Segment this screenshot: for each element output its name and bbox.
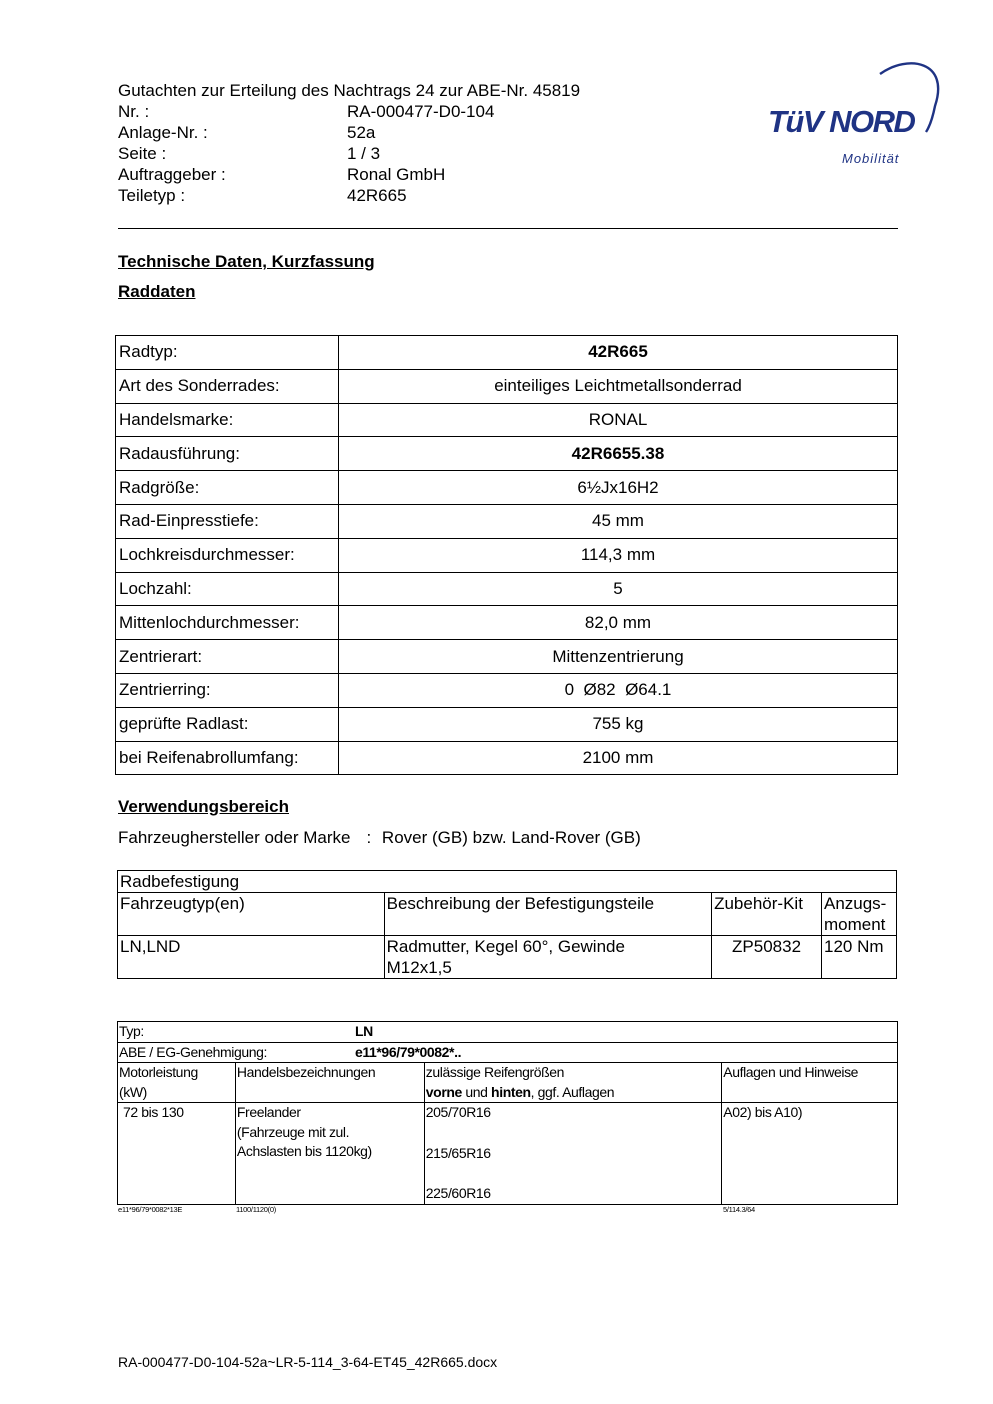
header-line: moment <box>823 915 886 934</box>
row-label: geprüfte Radlast: <box>116 707 339 741</box>
table-header-row <box>118 893 897 936</box>
document-footer: RA-000477-D0-104-52a~LR-5-114_3-64-ET45_42R665.docx <box>118 1354 498 1370</box>
befestigung-table <box>117 870 897 979</box>
row-label: Zentrierart: <box>116 640 339 674</box>
header-divider <box>118 228 898 229</box>
row-label: Handelsmarke: <box>116 403 339 437</box>
abe-cell <box>118 1042 898 1063</box>
tyre-size: 215/65R16 <box>425 1144 491 1161</box>
typ-label: Typ: <box>119 1023 144 1039</box>
table-row <box>116 369 898 403</box>
row-label: Mittenlochdurchmesser: <box>116 606 339 640</box>
section-title-verwendung: Verwendungsbereich <box>118 797 289 816</box>
table-row <box>118 1103 898 1205</box>
row-label: Zentrierring: <box>116 673 339 707</box>
table-foot-axle: 1100/1120(0) <box>236 1205 276 1214</box>
row-label: Rad-Einpresstiefe: <box>116 504 339 538</box>
table-row <box>116 606 898 640</box>
cell-line: M12x1,5 <box>386 958 452 977</box>
table-header-row <box>118 1063 898 1103</box>
row-label: bei Reifenabrollumfang: <box>116 741 339 775</box>
usage-label: Fahrzeughersteller oder Marke <box>118 828 351 847</box>
row-label: Radausführung: <box>116 437 339 471</box>
header-line: Anzugs- <box>823 894 887 913</box>
header-key: Nr. : <box>118 102 150 121</box>
tyre-size: 225/60R16 <box>425 1185 491 1201</box>
header-vorne: vorne <box>425 1083 462 1100</box>
header-cell: Auflagen und Hinweise <box>722 1063 898 1103</box>
header-cell-motor <box>118 1063 236 1103</box>
header-cell: Zubehör-Kit <box>712 893 822 936</box>
header-line: (kW) <box>119 1083 147 1100</box>
header-key: Auftraggeber : <box>118 165 226 184</box>
befestigung-title: Radbefestigung <box>118 871 897 893</box>
row-label: Radtyp: <box>116 336 339 370</box>
row-label: Radgröße: <box>116 471 339 505</box>
row-value: Mittenzentrierung <box>339 640 898 674</box>
cell-tyres <box>424 1103 721 1205</box>
header-field-auftraggeber <box>118 164 580 185</box>
table-foot-code: e11*96/79*0082*13E <box>118 1205 183 1214</box>
table-row <box>118 871 897 893</box>
cell-beschreibung <box>384 936 711 979</box>
table-row <box>116 572 898 606</box>
row-value: 42R6655.38 <box>339 437 898 471</box>
cell-auflagen: A02) bis A10) <box>722 1103 898 1205</box>
cell-line: (Fahrzeuge mit zul. <box>236 1123 350 1140</box>
header-cell-moment <box>821 893 896 936</box>
row-label: Lochkreisdurchmesser: <box>116 538 339 572</box>
cell-typ: LN,LND <box>118 936 385 979</box>
header-cell-reifen <box>424 1063 721 1103</box>
header-cell: Fahrzeugtyp(en) <box>118 893 385 936</box>
usage-line <box>118 828 641 848</box>
header-field-anlage <box>118 122 580 143</box>
header-key: Seite : <box>118 144 167 163</box>
header-cell: Beschreibung der Befestigungsteile <box>384 893 711 936</box>
row-value: 82,0 mm <box>339 606 898 640</box>
cell-moment: 120 Nm <box>821 936 896 979</box>
document-title: Gutachten zur Erteilung des Nachtrags 24 zur ABE-Nr. 45819 <box>118 81 581 100</box>
usage-separator: : <box>366 828 372 847</box>
document-header <box>118 80 580 206</box>
row-value: 45 mm <box>339 504 898 538</box>
tuv-nord-logo: TüV NORD <box>768 104 915 139</box>
row-value: RONAL <box>339 403 898 437</box>
header-value: RA-000477-D0-104 <box>347 102 495 121</box>
header-value: 1 / 3 <box>347 144 381 163</box>
table-row <box>116 707 898 741</box>
header-key: Anlage-Nr. : <box>118 123 208 142</box>
header-value: Ronal GmbH <box>347 165 446 184</box>
header-rest: , ggf. Auflagen <box>530 1083 615 1100</box>
vehicle-table <box>117 1021 898 1205</box>
table-row <box>116 538 898 572</box>
row-value: einteiliges Leichtmetallsonderrad <box>339 369 898 403</box>
section-title-tech: Technische Daten, Kurzfassung <box>118 252 375 271</box>
abe-label: ABE / EG-Genehmigung: <box>119 1043 268 1060</box>
row-value: 755 kg <box>339 707 898 741</box>
row-value: 42R665 <box>339 336 898 370</box>
header-line <box>426 1083 720 1103</box>
table-row <box>118 936 897 979</box>
header-line: Motorleistung <box>119 1064 198 1080</box>
table-row <box>116 741 898 775</box>
table-foot-bolt: 5/114.3/64 <box>723 1205 755 1214</box>
table-row <box>116 640 898 674</box>
logo-subtitle: Mobilität <box>842 151 900 166</box>
cell-line: Achslasten bis 1120kg) <box>236 1143 372 1159</box>
cell-motor: 72 bis 130 <box>118 1103 236 1205</box>
header-field-seite <box>118 143 580 164</box>
header-hinten: hinten <box>491 1083 531 1100</box>
header-und: und <box>461 1083 492 1100</box>
typ-cell <box>118 1022 898 1043</box>
usage-value: Rover (GB) bzw. Land-Rover (GB) <box>381 828 641 847</box>
header-key: Teiletyp : <box>118 186 186 205</box>
row-value: 5 <box>339 572 898 606</box>
header-cell: Handelsbezeichnungen <box>235 1063 424 1103</box>
table-row <box>116 336 898 370</box>
header-line: zulässige Reifengrößen <box>425 1064 565 1080</box>
raddaten-table <box>115 335 898 775</box>
row-value: 0 Ø82 Ø64.1 <box>339 673 898 707</box>
typ-value: LN <box>355 1023 373 1039</box>
section-title-raddaten: Raddaten <box>118 282 196 301</box>
table-row <box>116 504 898 538</box>
header-value: 42R665 <box>347 186 407 205</box>
table-row <box>116 403 898 437</box>
abe-value: e11*96/79*0082*.. <box>355 1043 462 1060</box>
row-value: 6½Jx16H2 <box>339 471 898 505</box>
table-row <box>118 1022 898 1043</box>
cell-line: Radmutter, Kegel 60°, Gewinde <box>386 937 625 956</box>
tyre-size: 205/70R16 <box>425 1104 491 1120</box>
table-row <box>116 471 898 505</box>
row-value: 114,3 mm <box>339 538 898 572</box>
cell-line: Freelander <box>236 1104 301 1120</box>
row-value: 2100 mm <box>339 741 898 775</box>
header-field-teiletyp <box>118 185 580 206</box>
table-row <box>116 437 898 471</box>
row-label: Lochzahl: <box>116 572 339 606</box>
cell-kit: ZP50832 <box>712 936 822 979</box>
cell-handel <box>235 1103 424 1205</box>
table-row <box>116 673 898 707</box>
table-row <box>118 1042 898 1063</box>
row-label: Art des Sonderrades: <box>116 369 339 403</box>
header-field-nr <box>118 101 580 122</box>
header-value: 52a <box>347 123 376 142</box>
